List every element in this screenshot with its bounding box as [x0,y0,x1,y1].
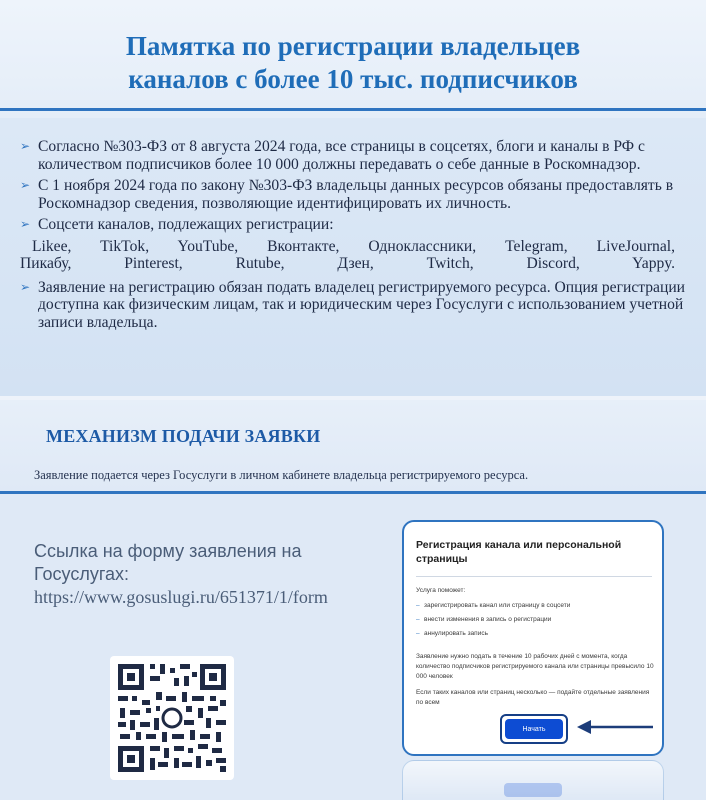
page-title [0,30,706,96]
social-networks-line1: Likee, TikTok, YouTube, Вконтакте, Одноклассники, Telegram, LiveJournal, [32,237,675,255]
mechanism-text: Заявление подается через Госуслуги в личном кабинете владельца регистрируемого ресурса. [34,468,529,482]
qr-code[interactable] [110,656,234,780]
card-intro: Услуга поможет: [416,587,466,594]
card-list-item: – аннулировать запись [416,630,656,638]
start-button[interactable]: Начать [505,719,563,739]
form-link-block [34,540,379,609]
start-button-reflection [504,783,562,797]
form-link-label: Ссылка на форму заявления на Госуслугах: [34,541,302,584]
card-title: Регистрация канала или персональной страницы [416,539,622,565]
divider-top [0,108,706,111]
card-divider [416,576,652,577]
arrow-bullet-icon: ➢ [20,217,31,231]
bullet-text: Согласно №303-ФЗ от 8 августа 2024 года, все страницы в соцсетях, блоги и каналы в РФ с количеством подписчиков более 10 000 должны передавать о себе данные в Роскомнадзор. [38,138,645,173]
page-title-line1: Памятка по регистрации владельцев [125,31,581,61]
card-note-deadline: Заявление нужно подать в течение 10 рабочих дней с момента, когда количество подписчиков регистрируемого канала или страницы превысило 10 000 человек [416,653,654,680]
card-reflection [402,760,664,800]
bullet-text: С 1 ноября 2024 года по закону №303-ФЗ владельцы данных ресурсов обязаны предоставлять в Роскомнадзор сведения, позволяющие идентифицировать их личность. [38,177,674,212]
bullet-item [20,279,685,332]
arrow-bullet-icon: ➢ [20,178,31,192]
card-list-item: – внести изменения в запись о регистрации [416,616,656,624]
info-section [0,118,706,396]
card-note-multiple: Если таких каналов или страниц несколько — подайте отдельные заявления по всем [416,689,650,706]
arrow-bullet-icon: ➢ [20,139,31,153]
qr-code-icon [116,662,228,774]
page-title-line2: каналов с более 10 тыс. подписчиков [128,64,578,94]
social-networks-line2: Пикабу, Pinterest, Rutube, Дзен, Twitch, Discord, Yappy. [20,255,675,272]
arrow-bullet-icon: ➢ [20,279,31,294]
bullet-item [20,177,685,212]
mechanism-title: МЕХАНИЗМ ПОДАЧИ ЗАЯВКИ [46,426,321,446]
form-link-url[interactable]: https://www.gosuslugi.ru/651371/1/form [34,587,328,607]
bullet-item [20,216,685,234]
card-list-item: – зарегистрировать канал или страницу в соцсети [416,602,656,610]
bullet-list [20,138,685,335]
bullet-text: Заявление на регистрацию обязан подать владелец регистрируемого ресурса. Опция регистрации доступна как физическим лицам, так и юридическим через Госуслуги с использованием учетной записи владельца. [38,278,686,331]
pointer-arrow-icon [575,717,655,737]
card-service-list [416,602,656,644]
bullet-item [20,138,685,173]
social-networks-list [20,238,675,273]
bullet-text: Соцсети каналов, подлежащих регистрации: [38,216,334,233]
